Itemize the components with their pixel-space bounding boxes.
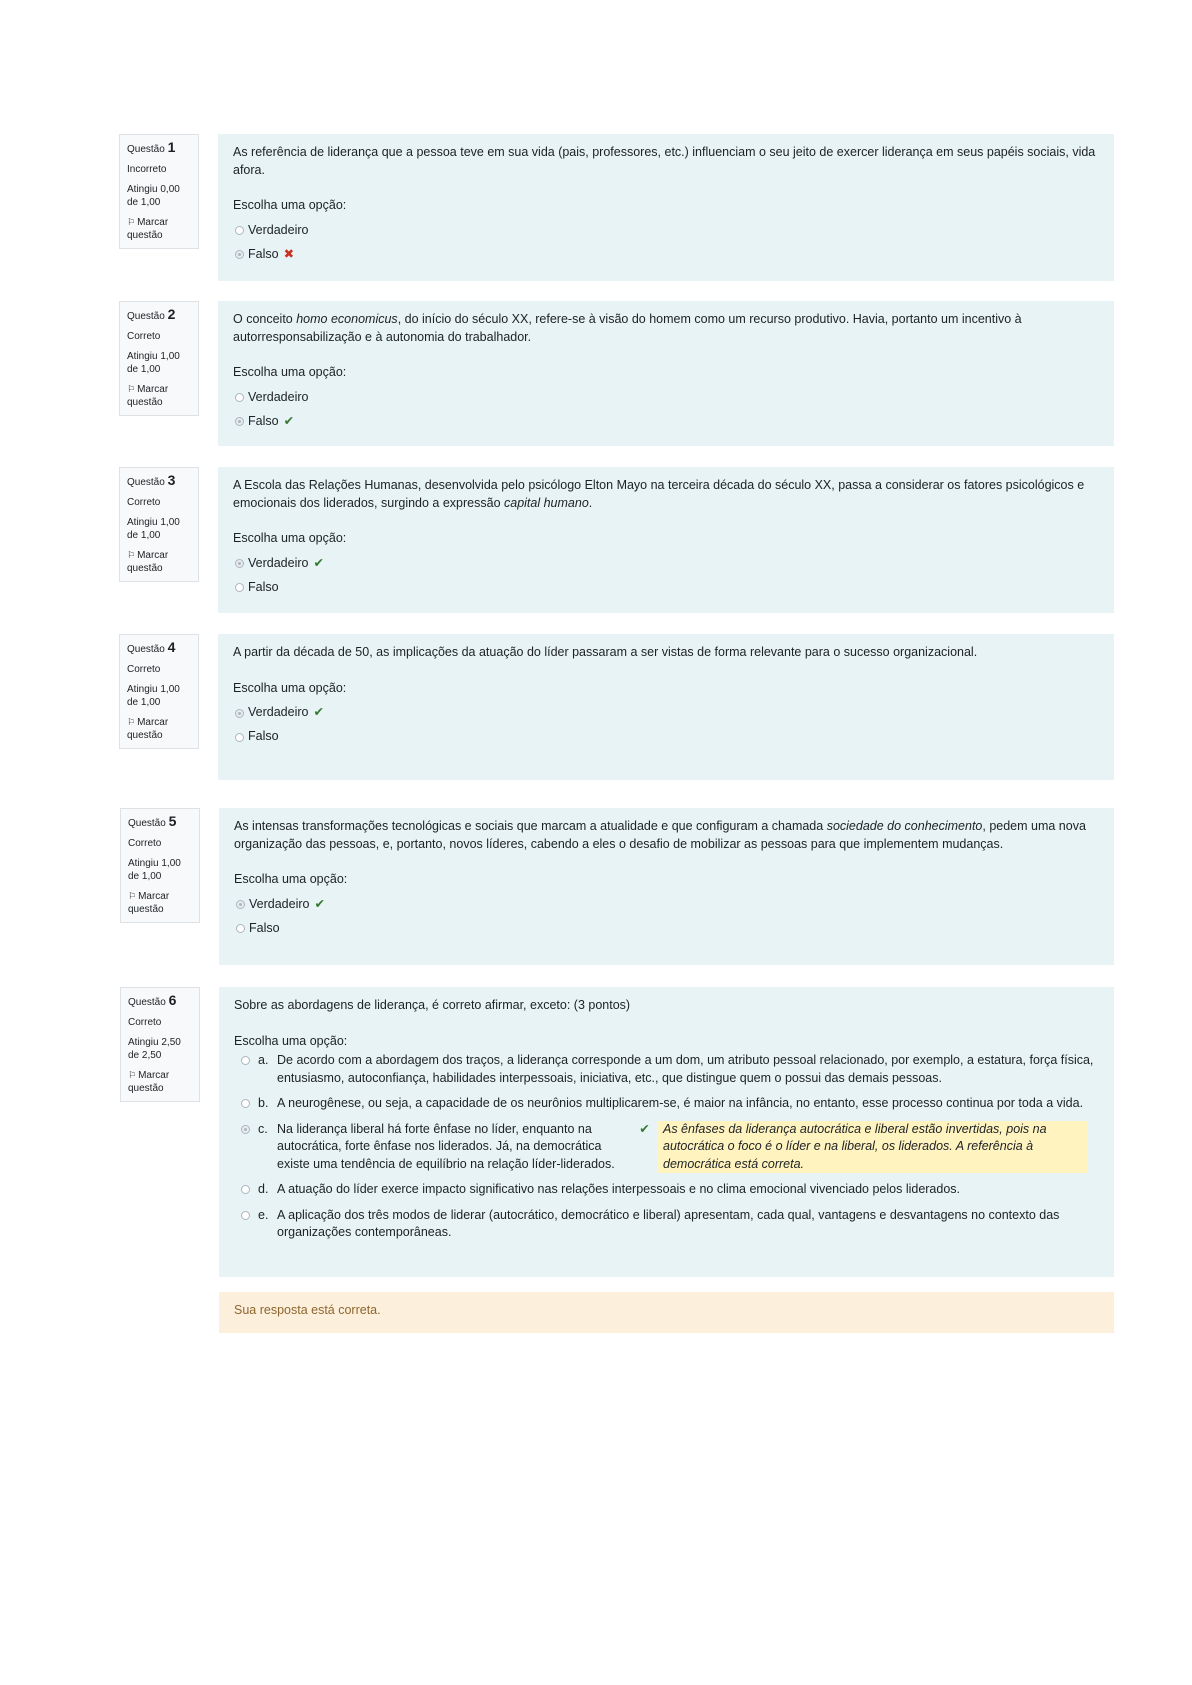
option-letter: b.: [258, 1096, 269, 1110]
question-info: [119, 634, 199, 749]
option-verdadeiro[interactable]: Verdadeiro ✔: [234, 893, 1099, 917]
radio-button-selected[interactable]: [241, 1125, 250, 1134]
option-b[interactable]: [234, 1095, 1099, 1113]
question-state: Correto: [128, 1017, 162, 1028]
specific-feedback: As ênfases da liderança autocrática e liberal estão invertidas, pois na autocrática o foco é o líder e na liberal, os liderados. A referência à democrática está correta.: [657, 1121, 1087, 1174]
option-falso[interactable]: Falso ✖: [233, 243, 1099, 267]
option-falso[interactable]: Falso: [233, 725, 1099, 749]
option-letter: c.: [258, 1121, 268, 1136]
option-falso[interactable]: Falso: [234, 917, 1099, 941]
question-number: Questão 6: [128, 992, 177, 1008]
option-d[interactable]: [234, 1181, 1099, 1199]
flag-icon: ⚐: [127, 217, 136, 227]
flag-question-link[interactable]: ⚐ Marcar questão: [127, 384, 169, 408]
question-state: Incorreto: [127, 164, 167, 175]
option-falso[interactable]: Falso: [233, 576, 1099, 600]
question-number: Questão 1: [127, 139, 176, 155]
option-falso[interactable]: Falso ✔: [233, 410, 1099, 434]
radio-button[interactable]: [235, 733, 244, 742]
flag-question-link[interactable]: ⚐ Marcar questão: [128, 1070, 170, 1094]
option-c[interactable]: [234, 1121, 1099, 1174]
question-state: Correto: [127, 331, 161, 342]
option-text: De acordo com a abordagem dos traços, a liderança corresponde a um dom, um atributo pessoal relacionado, por exemplo, a estatura, força física, entusiasmo, autoconfiança, habilidades interpessoais, iniciativa, etc., que distingue quem o possui das demais pessoas.: [277, 1053, 1094, 1085]
question-grade: Atingiu 1,00 de 1,00: [127, 517, 180, 541]
question-content: [219, 987, 1114, 1277]
radio-button[interactable]: [235, 393, 244, 402]
question-info: [119, 301, 199, 416]
question-grade: Atingiu 1,00 de 1,00: [127, 351, 180, 375]
flag-icon: ⚐: [127, 717, 136, 727]
question-content: [218, 634, 1114, 780]
option-verdadeiro[interactable]: Verdadeiro: [233, 386, 1099, 410]
question-grade: Atingiu 0,00 de 1,00: [127, 184, 180, 208]
flag-question-link[interactable]: ⚐ Marcar questão: [127, 550, 169, 574]
check-icon: ✔: [283, 413, 295, 428]
radio-button[interactable]: [236, 924, 245, 933]
radio-button[interactable]: [235, 583, 244, 592]
radio-button[interactable]: [241, 1056, 250, 1065]
radio-button-selected[interactable]: [236, 900, 245, 909]
question-text: A Escola das Relações Humanas, desenvolvida pelo psicólogo Elton Mayo na terceira década do século XX, passa a considerar os fatores psicológicos e emocionais dos liderados, surgindo a expressão capital humano.: [233, 478, 1085, 510]
question-text: As referência de liderança que a pessoa teve em sua vida (pais, professores, etc.) influenciam o seu jeito de exercer liderança em seus papéis sociais, vida afora.: [233, 145, 1096, 177]
question-number: Questão 5: [128, 813, 177, 829]
option-a[interactable]: [234, 1052, 1099, 1087]
question-text: A partir da década de 50, as implicações da atuação do líder passaram a ser vistas de forma relevante para o sucesso organizacional.: [233, 645, 978, 659]
option-letter: a.: [258, 1053, 269, 1067]
question-info: [119, 467, 199, 582]
flag-icon: ⚐: [127, 550, 136, 560]
answer-prompt: Escolha uma opção:: [233, 680, 347, 695]
radio-button-selected[interactable]: [235, 709, 244, 718]
answer-prompt: Escolha uma opção:: [234, 1033, 348, 1048]
flag-icon: ⚐: [128, 1070, 137, 1080]
check-icon: ✔: [639, 1121, 650, 1136]
cross-icon: ✖: [283, 246, 295, 261]
option-text: A neurogênese, ou seja, a capacidade de os neurônios multiplicarem-se, é maior na infância, no entanto, esse processo continua por toda a vida.: [277, 1096, 1084, 1110]
question-content: [218, 134, 1114, 281]
radio-button-selected[interactable]: [235, 250, 244, 259]
option-text: Na liderança liberal há forte ênfase no líder, enquanto na autocrática, forte ênfase nos liderados. Já, na democrática existe uma tendência de equilíbrio na relação líder-liderados.: [277, 1121, 615, 1171]
question-grade: Atingiu 1,00 de 1,00: [127, 684, 180, 708]
question-info: [120, 808, 200, 923]
question-content: [218, 301, 1114, 446]
flag-question-link[interactable]: ⚐ Marcar questão: [127, 717, 169, 741]
question-grade: Atingiu 2,50 de 2,50: [128, 1037, 181, 1061]
option-verdadeiro[interactable]: Verdadeiro: [233, 219, 1099, 243]
question-text: As intensas transformações tecnológicas e sociais que marcam a atualidade e que configuram a chamada sociedade do conhecimento, pedem uma nova organização das pessoas, e, portanto, novos líderes, cabendo a eles o desafio de mobilizar as pessoas para que implementem mudanças.: [234, 819, 1086, 851]
flag-icon: ⚐: [127, 384, 136, 394]
question-text: O conceito homo economicus, do início do século XX, refere-se à visão do homem como um recurso produtivo. Havia, portanto um incentivo à autorresponsabilização e à autonomia do trabalhador.: [233, 312, 1022, 344]
radio-button-selected[interactable]: [235, 417, 244, 426]
option-letter: d.: [258, 1182, 269, 1196]
radio-button[interactable]: [241, 1099, 250, 1108]
option-e[interactable]: [234, 1207, 1099, 1242]
question-state: Correto: [127, 497, 161, 508]
flag-question-link[interactable]: ⚐ Marcar questão: [127, 217, 169, 241]
option-text: A atuação do líder exerce impacto significativo nas relações interpessoais e no clima emocional vivenciado pelos liderados.: [277, 1182, 961, 1196]
answer-prompt: Escolha uma opção:: [233, 531, 347, 545]
radio-button[interactable]: [235, 226, 244, 235]
question-content: [218, 467, 1114, 613]
option-verdadeiro[interactable]: Verdadeiro ✔: [233, 552, 1099, 576]
question-state: Correto: [127, 664, 161, 675]
question-number: Questão 3: [127, 472, 176, 488]
answer-prompt: Escolha uma opção:: [233, 198, 347, 212]
flag-icon: ⚐: [128, 891, 137, 901]
radio-button[interactable]: [241, 1185, 250, 1194]
question-info: [120, 987, 200, 1102]
check-icon: ✔: [314, 896, 325, 911]
answer-prompt: Escolha uma opção:: [234, 872, 348, 886]
question-grade: Atingiu 1,00 de 1,00: [128, 858, 181, 882]
question-number: Questão 4: [127, 639, 176, 655]
check-icon: ✔: [313, 705, 324, 720]
answer-prompt: Escolha uma opção:: [233, 365, 347, 379]
question-state: Correto: [128, 838, 162, 849]
question-number: Questão 2: [127, 306, 176, 322]
question-info: [119, 134, 199, 249]
radio-button[interactable]: [241, 1211, 250, 1220]
check-icon: ✔: [313, 555, 324, 570]
option-verdadeiro[interactable]: Verdadeiro ✔: [233, 701, 1099, 725]
outcome-feedback: Sua resposta está correta.: [219, 1292, 1114, 1333]
flag-question-link[interactable]: ⚐ Marcar questão: [128, 891, 170, 915]
option-letter: e.: [258, 1207, 269, 1222]
radio-button-selected[interactable]: [235, 559, 244, 568]
question-text: Sobre as abordagens de liderança, é correto afirmar, exceto: (3 pontos): [234, 998, 631, 1012]
question-content: [219, 808, 1114, 965]
option-text: A aplicação dos três modos de liderar (autocrático, democrático e liberal) apresentam, cada qual, vantagens e desvantagens no contexto das organizações contemporâneas.: [277, 1207, 1060, 1239]
